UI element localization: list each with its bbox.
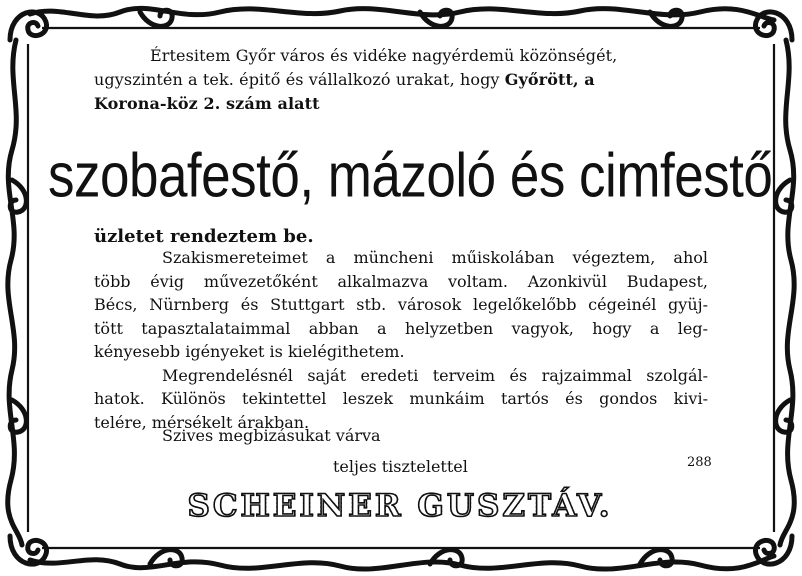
- closing-request: Szives megbizásukat várva: [162, 426, 381, 445]
- intro-line-1: Értesitem Győr város és vidéke nagyérdemü közönségét,: [150, 46, 618, 65]
- body-line: Szakismereteimet a müncheni műiskolában végeztem, ahol: [162, 248, 708, 267]
- intro-paragraph: [94, 44, 708, 116]
- body-line: több évig művezetőként alkalmazva voltam. Azonkivül Budapest,: [94, 271, 708, 291]
- body-paragraph: [94, 246, 708, 434]
- body-line: telére, mérsékelt árakban.: [94, 412, 310, 432]
- reference-number: 288: [687, 455, 712, 470]
- body-line: tött tapasztalataimmal abban a helyzetben vagyok, hogy a leg-: [94, 318, 708, 338]
- body-line: hatok. Különös tekintettel leszek munkáim tartós és gondos kivi-: [94, 389, 708, 408]
- body-line: Megrendelésnél saját eredeti terveim és rajzaimmal szolgál-: [162, 365, 708, 385]
- body-line: Bécs, Nürnberg és Stuttgart stb. városok legelőkelőbb cégeinél gyüj-: [94, 295, 708, 314]
- signature-name: SCHEINER GUSZTÁV.: [120, 488, 680, 524]
- intro-city: Győrött, a: [504, 70, 595, 89]
- intro-line-3: [94, 92, 708, 116]
- intro-line-2: [94, 68, 708, 92]
- headline-trade: szobafestő, mázoló és cimfestő: [48, 141, 773, 211]
- intro-line-2-text: ugyszintén a tek. épitő és vállalkozó urakat, hogy: [94, 70, 500, 89]
- closing-regards: teljes tisztelettel: [333, 457, 468, 476]
- shop-opened-line: üzletet rendeztem be.: [94, 226, 314, 247]
- intro-address: Korona-köz 2. szám alatt: [94, 94, 320, 113]
- body-line: kényesebb igényeket is kielégithetem.: [94, 342, 405, 361]
